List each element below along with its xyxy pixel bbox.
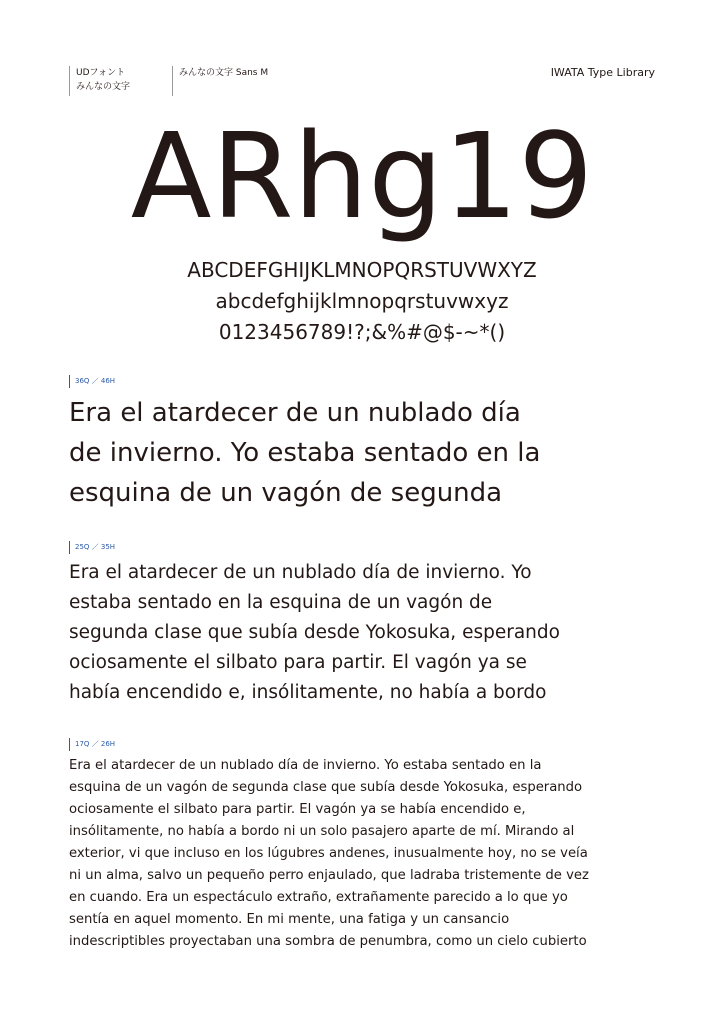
sample-text-large: [69, 393, 669, 513]
header-font-name: [172, 66, 268, 96]
spec-label-large: 36Q ／ 46H: [69, 375, 115, 388]
sample-line: esquina de un vagón de segunda clase que subía desde Yokosuka, esperando: [69, 780, 583, 795]
glyphs-figures: 0123456789!?;&%#@$-~*(): [218, 320, 506, 344]
hero-specimen: ARhg19: [130, 107, 594, 245]
glyphs-lowercase: abcdefghijklmnopqrstuvwxyz: [215, 289, 509, 313]
sample-line: en cuando. Era un espectáculo extraño, extrañamente parecido a lo que yo: [69, 890, 568, 905]
sample-line: insólitamente, no había a bordo ni un solo pasajero aparte de mí. Mirando al: [69, 824, 575, 839]
sample-line: había encendido e, insólitamente, no había a bordo: [69, 682, 547, 703]
sample-line: exterior, vi que incluso en los lúgubres andenes, inusualmente hoy, no se veía: [69, 846, 588, 861]
sample-line: estaba sentado en la esquina de un vagón de: [69, 592, 493, 613]
sample-line: Era el atardecer de un nublado día de invierno. Yo estaba sentado en la: [69, 758, 542, 773]
sample-line: ni un alma, salvo un pequeño perro enjaulado, que ladraba tristemente de vez: [69, 868, 589, 883]
sample-line: esquina de un vagón de segunda: [69, 478, 503, 508]
sample-line: de invierno. Yo estaba sentado en la: [69, 438, 541, 468]
glyphs-uppercase: ABCDEFGHIJKLMNOPQRSTUVWXYZ: [187, 258, 537, 282]
sample-line: ociosamente el silbato para partir. El vagón ya se: [69, 652, 527, 673]
spec-label-small: 17Q ／ 26H: [69, 738, 115, 751]
header-category-line1: UDフォント: [76, 68, 126, 78]
sample-text-small: [69, 755, 669, 953]
sample-line: ociosamente el silbato para partir. El vagón ya se había encendido e,: [69, 802, 526, 817]
sample-line: indescriptibles proyectaban una sombra de penumbra, como un cielo cubierto: [69, 934, 587, 949]
header-font-name-label: みんなの文字 Sans M: [179, 68, 269, 78]
header-category-line2: みんなの文字: [76, 82, 131, 92]
header-library-label: IWATA Type Library: [550, 66, 655, 79]
header-font-category: [69, 66, 130, 96]
sample-line: Era el atardecer de un nublado día de invierno. Yo: [69, 562, 532, 583]
sample-line: Era el atardecer de un nublado día: [69, 398, 521, 428]
spec-label-medium: 25Q ／ 35H: [69, 541, 115, 554]
sample-line: sentía en aquel momento. En mi mente, una fatiga y un cansancio: [69, 912, 510, 927]
sample-line: segunda clase que subía desde Yokosuka, esperando: [69, 622, 560, 643]
sample-text-medium: [69, 558, 669, 708]
